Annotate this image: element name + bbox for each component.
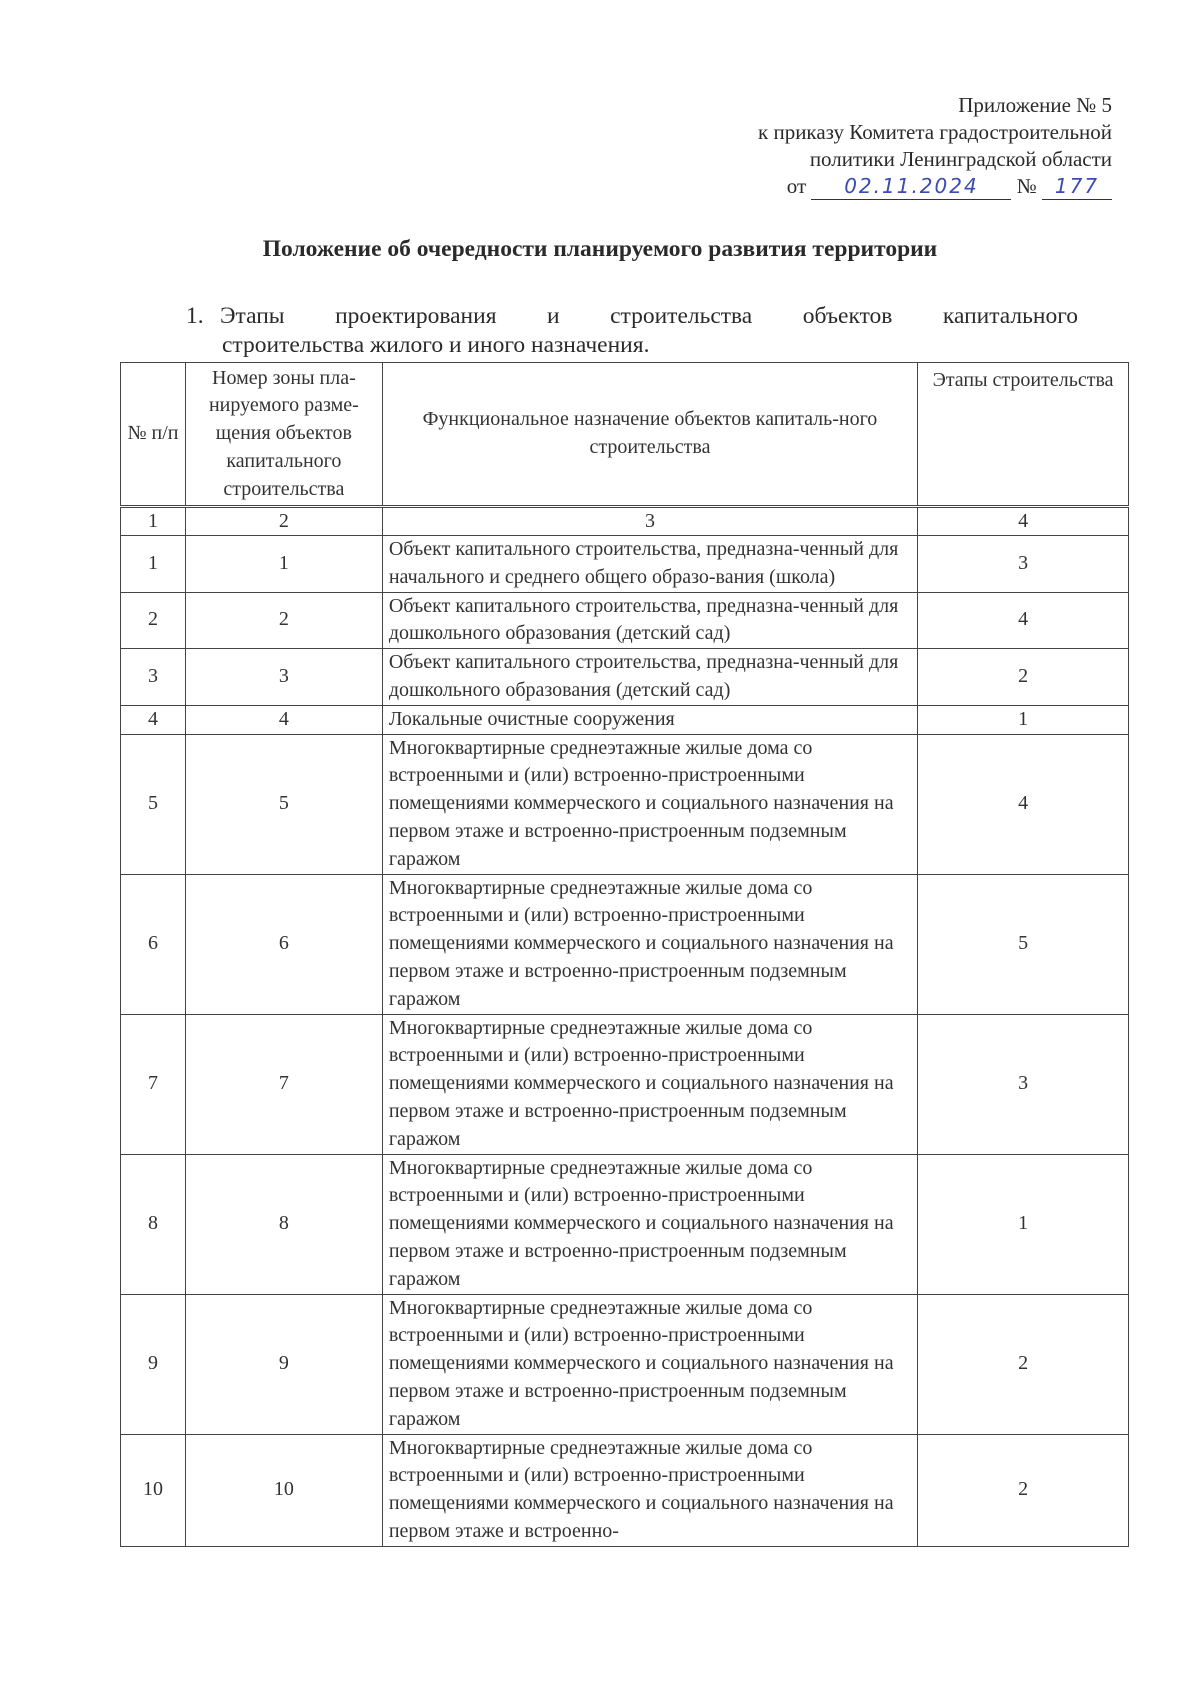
row-zone-cell: 1 [185,536,382,593]
row-number-cell: 8 [121,1154,186,1294]
row-purpose-cell: Многоквартирные среднеэтажные жилые дома со встроенными и (или) встроенно-пристроенными помещениями коммерческого и социального назначения на первом этаже и встроенно-пристроенным подземным гаражом [382,1014,917,1154]
order-number-handwritten: 177 [1042,175,1112,200]
table-row [121,705,1129,734]
document-title: Положение об очередности планируемого развития территории [262,236,938,262]
row-zone-cell: 9 [185,1294,382,1434]
row-zone-cell: 2 [185,592,382,649]
row-stage-cell: 3 [918,536,1129,593]
header-number: № п/п [121,363,186,507]
row-purpose-cell: Многоквартирные среднеэтажные жилые дома со встроенными и (или) встроенно-пристроенными помещениями коммерческого и социального назначения на первом этаже и встроенно- [382,1434,917,1546]
section-heading-line-2: строительства жилого и иного назначения. [222,332,650,358]
row-stage-cell: 2 [918,649,1129,706]
header-stages: Этапы строительства [918,363,1129,507]
row-zone-cell: 6 [185,874,382,1014]
table-row [121,1294,1129,1434]
table-row [121,536,1129,593]
appendix-number: Приложение № 5 [958,93,1112,117]
order-date-handwritten: 02.11.2024 [811,175,1011,200]
table-row [121,592,1129,649]
row-number-cell: 1 [121,536,186,593]
row-zone-cell: 3 [185,649,382,706]
row-zone-cell: 5 [185,734,382,874]
row-number-cell: 9 [121,1294,186,1434]
table-row [121,1434,1129,1546]
row-purpose-cell: Локальные очистные сооружения [382,705,917,734]
index-cell: 3 [382,507,917,536]
section-heading-line-1: Этапы проектирования и строительства объектов капитального [220,303,1078,329]
row-number-cell: 10 [121,1434,186,1546]
row-stage-cell: 4 [918,592,1129,649]
row-stage-cell: 1 [918,705,1129,734]
appendix-committee: политики Ленинградской области [809,147,1112,171]
row-purpose-cell: Объект капитального строительства, предназна-ченный для начального и среднего общего образо-вания (школа) [382,536,917,593]
appendix-reference [758,92,1112,200]
row-zone-cell: 7 [185,1014,382,1154]
table-row [121,1014,1129,1154]
number-prefix: № [1016,174,1037,198]
order-date-number-line [758,173,1112,200]
row-stage-cell: 4 [918,734,1129,874]
row-purpose-cell: Многоквартирные среднеэтажные жилые дома со встроенными и (или) встроенно-пристроенными помещениями коммерческого и социального назначения на первом этаже и встроенно-пристроенным подземным гаражом [382,874,917,1014]
table-row [121,734,1129,874]
row-purpose-cell: Объект капитального строительства, предназна-ченный для дошкольного образования (детский сад) [382,649,917,706]
row-purpose-cell: Многоквартирные среднеэтажные жилые дома со встроенными и (или) встроенно-пристроенными помещениями коммерческого и социального назначения на первом этаже и встроенно-пристроенным подземным гаражом [382,1154,917,1294]
row-number-cell: 4 [121,705,186,734]
table-row [121,1154,1129,1294]
index-cell: 4 [918,507,1129,536]
date-prefix: от [786,174,807,198]
table-header-row [121,363,1129,507]
table-index-row [121,507,1129,536]
header-zone: Номер зоны пла-нируемого разме-щения объектов капитального строительства [185,363,382,507]
row-zone-cell: 10 [185,1434,382,1546]
row-number-cell: 5 [121,734,186,874]
index-cell: 2 [185,507,382,536]
row-stage-cell: 1 [918,1154,1129,1294]
row-number-cell: 2 [121,592,186,649]
row-zone-cell: 8 [185,1154,382,1294]
row-number-cell: 6 [121,874,186,1014]
table-row [121,874,1129,1014]
index-cell: 1 [121,507,186,536]
row-purpose-cell: Объект капитального строительства, предназна-ченный для дошкольного образования (детский сад) [382,592,917,649]
header-purpose: Функциональное назначение объектов капиталь-ного строительства [382,363,917,507]
row-number-cell: 3 [121,649,186,706]
row-purpose-cell: Многоквартирные среднеэтажные жилые дома со встроенными и (или) встроенно-пристроенными помещениями коммерческого и социального назначения на первом этаже и встроенно-пристроенным подземным гаражом [382,734,917,874]
section-number: 1. [186,303,204,329]
row-zone-cell: 4 [185,705,382,734]
row-stage-cell: 3 [918,1014,1129,1154]
table-row [121,649,1129,706]
row-stage-cell: 2 [918,1434,1129,1546]
row-stage-cell: 5 [918,874,1129,1014]
row-number-cell: 7 [121,1014,186,1154]
appendix-order-ref: к приказу Комитета градостроительной [758,120,1112,144]
construction-stages-table [120,362,1129,1547]
row-stage-cell: 2 [918,1294,1129,1434]
section-heading [186,302,1078,360]
row-purpose-cell: Многоквартирные среднеэтажные жилые дома со встроенными и (или) встроенно-пристроенными помещениями коммерческого и социального назначения на первом этаже и встроенно-пристроенным подземным гаражом [382,1294,917,1434]
